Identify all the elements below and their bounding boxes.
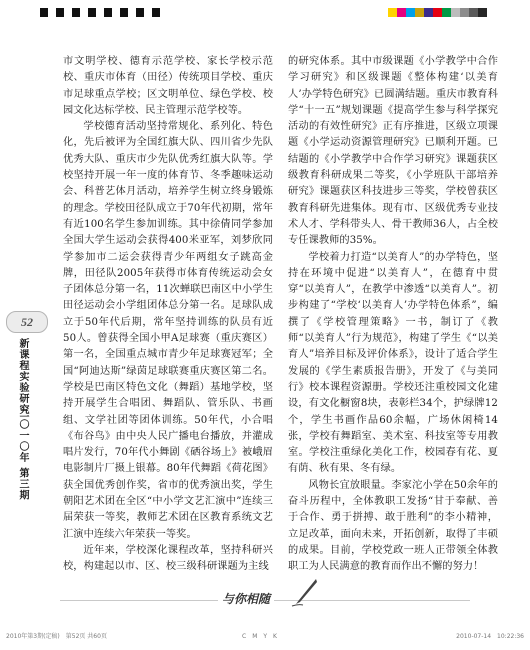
color-swatch xyxy=(104,8,112,17)
color-swatch xyxy=(112,8,120,17)
color-swatch xyxy=(442,8,451,17)
color-registration-strip-left xyxy=(40,8,160,17)
right-text-column xyxy=(288,54,498,576)
footer-column-label: 与你相随 xyxy=(218,590,274,607)
color-swatch xyxy=(40,8,48,17)
color-swatch xyxy=(144,8,152,17)
slug-timestamp: 2010-07-14 10:22:36 xyxy=(456,633,524,640)
color-registration-strip-right xyxy=(388,8,487,17)
paragraph: 风物长宜放眼量。李家沱小学在50余年的奋斗历程中，全体教职工发扬“甘于奉献、善于合作、勇于拼搏、敢于胜利”的李小精神，立足改革，面向未来，开拓创新，取得了丰硕的成果。目前，学校党政一班人正带领全体教职工为人民满意的教育而作出不懈的努力！ xyxy=(288,479,498,573)
color-swatch xyxy=(451,8,460,17)
color-swatch xyxy=(433,8,442,17)
side-issue-label: 二〇一〇年 第三期 xyxy=(17,408,28,501)
color-swatch xyxy=(64,8,72,17)
color-swatch xyxy=(406,8,415,17)
pen-icon xyxy=(290,578,318,608)
color-swatch xyxy=(128,8,136,17)
color-swatch xyxy=(136,8,144,17)
color-swatch xyxy=(120,8,128,17)
color-swatch xyxy=(424,8,433,17)
slug-file-info: 2010年第3期(定稿) 第52页 共60页 xyxy=(6,633,107,640)
slug-color-marks: C M Y K xyxy=(242,633,277,640)
paragraph: 学校着力打造“以美育人”的办学特色，坚持在环境中促进“以美育人”，在德育中贯穿“以美育人”，在教学中渗透“以美育人”。初步构建了“学校‘以美育人’办学特色体系”，编撰了《学校管理策略》一书，制订了《教师“以美育人”行为规范》，构建了学生《“以美育人”培养目标及评价体系》，设计了适合学生发展的《学生素质报告册》，开发了《与美同行》校本课程资源册。学校还注重校园文化建设，有文化橱窗8块，表彰栏34个，护绿牌12个，学生书画作品60余幅，广场休闲椅14张，学校有舞蹈室、美术室、科技室等专用教室。学校注重绿化美化工作，校园春有花、夏有荫、秋有果、冬有绿。 xyxy=(288,251,498,475)
paragraph: 的研究体系。其中市级课题《小学教学中合作学习研究》和区级课题《整体构建‘以美育人’办学特色研究》已圆满结题。重庆市教育科学“十一五”规划课题《提高学生参与科学探究活动的有效性研究》正有序推进，区级立项课题《小学运动资源管理研究》已顺利开题。已结题的《小学教学中合作学习研究》课题获区级教育科研成果二等奖，《小学班队干部培养研究》课题获区科技进步三等奖，学校曾获区教育科研先进集体。现有市、区级优秀专业技术人才、学科带头人、骨干教师36人，占全校专任课教师的35%。 xyxy=(288,56,498,247)
color-swatch xyxy=(88,8,96,17)
color-swatch xyxy=(48,8,56,17)
color-swatch xyxy=(56,8,64,17)
color-swatch xyxy=(152,8,160,17)
printer-slug-line xyxy=(6,631,524,641)
color-swatch xyxy=(388,8,397,17)
color-swatch xyxy=(80,8,88,17)
left-text-column xyxy=(63,54,273,576)
page-number: 52 xyxy=(6,311,48,333)
paragraph: 学校德育活动坚持常规化、系列化、特色化，先后被评为全国红旗大队、四川省少先队优秀大队、重庆市少先队优秀红旗大队等。学校坚持开展一年一度的体育节、冬季趣味运动会、科普艺体月活动，培养学生树立终身锻炼的理念。学校田径队成立于70年代初期，常年有近100名学生参加训练。其中徐倩同学参加全国大学生运动会获得400米亚军，刘梦欣同学参加市二运会获得青少年两组女子跳高金牌，田径队2005年获得市体育传统运动会女子团体总分第一名，11次蝉联巴南区中小学生田径运动会小学组团体总分第一名。足球队成立于50年代后期，常年坚持训练的队员有近50人。曾获得全国小甲A足球赛（重庆赛区）第一名，全国重点城市青少年足球赛冠军；全国“阿迪达斯”绿茵足球联赛重庆赛区第二名。学校是巴南区特色文化（舞蹈）基地学校，坚持开展学生合唱团、舞蹈队、管乐队、书画组、文学社团等团体训练。50年代，小合唱《布谷鸟》由中央人民广播电台播放，并灌成唱片发行，70年代小舞剧《硒谷场上》被峨眉电影制片厂摄上银幕。80年代舞蹈《荷花图》获全国优秀创作奖，省市的优秀演出奖，学生朝阳艺术团在全区“中小学文艺汇演中”连续三届荣获一等奖，教师艺术团在区教育系统文艺汇演中连续六年荣获一等奖。 xyxy=(63,121,273,540)
paragraph: 市文明学校、德育示范学校、家长学校示范校、重庆市体育（田径）传统项目学校、重庆市足球重点学校；区文明单位、绿色学校、校园文化达标学校、民主管理示范学校等。 xyxy=(63,56,273,116)
color-swatch xyxy=(96,8,104,17)
color-swatch xyxy=(478,8,487,17)
color-swatch xyxy=(397,8,406,17)
color-swatch xyxy=(72,8,80,17)
color-swatch xyxy=(415,8,424,17)
color-swatch xyxy=(460,8,469,17)
color-swatch xyxy=(469,8,478,17)
paragraph: 近年来，学校深化课程改革，坚持科研兴校，构建起以市、区、校三级科研课题为主线 xyxy=(63,544,273,573)
side-journal-title: 新课程实验研究 xyxy=(17,338,28,415)
